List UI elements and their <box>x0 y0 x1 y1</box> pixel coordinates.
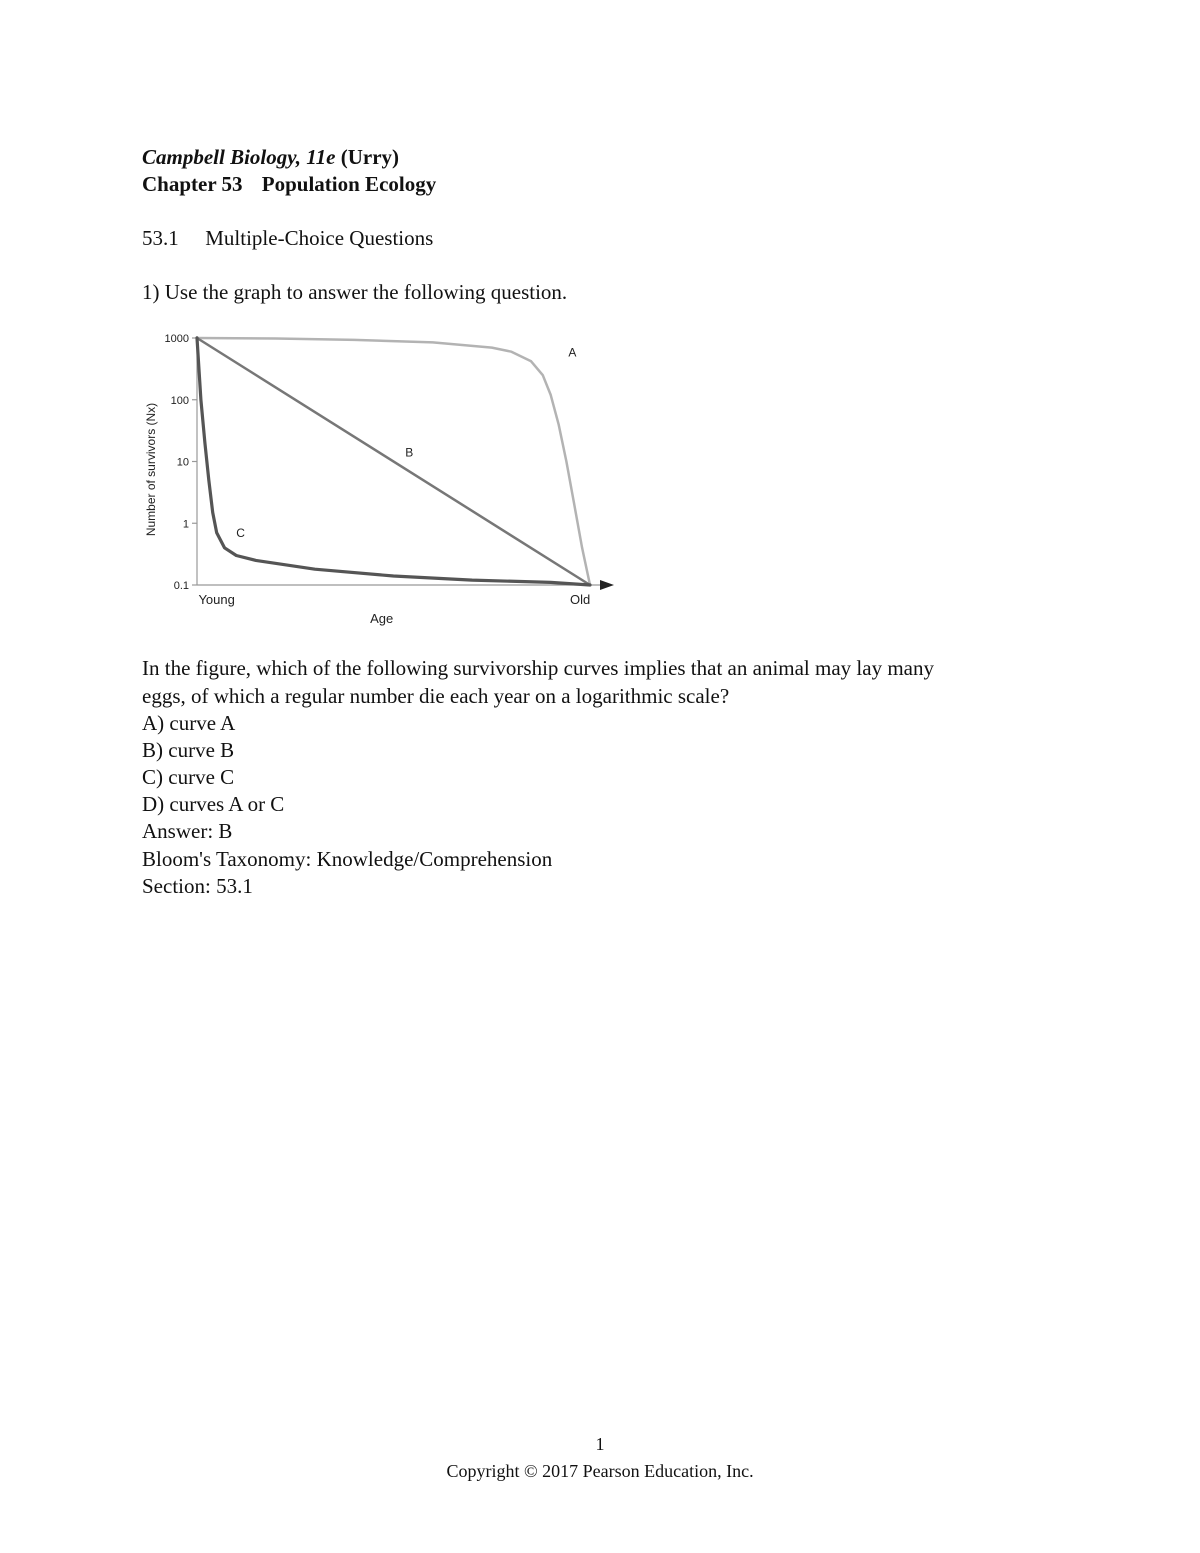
section-heading <box>142 225 433 251</box>
question-intro: 1) Use the graph to answer the following question. <box>142 280 568 304</box>
book-author: (Urry) <box>340 145 400 169</box>
option-b: B) curve B <box>142 738 235 762</box>
chapter-title: Population Ecology <box>261 172 437 196</box>
series-line-b <box>197 338 590 585</box>
x-tick-old: Old <box>570 592 591 607</box>
survivorship-chart <box>135 322 625 632</box>
y-tick-label: 10 <box>176 456 189 469</box>
chapter-heading <box>142 171 436 197</box>
curve-label-a: A <box>568 345 577 360</box>
x-tick-young: Young <box>198 592 235 607</box>
x-axis-arrow <box>600 580 614 590</box>
curve-label-b: B <box>405 445 414 460</box>
y-tick-label: 1 <box>182 518 189 531</box>
series-lines <box>197 338 590 585</box>
book-title-line <box>142 144 399 170</box>
option-c: C) curve C <box>142 765 235 789</box>
y-axis-label: Number of survivors (Nx) <box>144 402 158 537</box>
bloom-taxonomy-line: Bloom's Taxonomy: Knowledge/Comprehension <box>142 847 553 871</box>
page-number: 1 <box>595 1434 605 1454</box>
y-ticks <box>165 333 197 592</box>
curve-label-c: C <box>236 525 245 540</box>
answer-line: Answer: B <box>142 819 233 843</box>
book-title: Campbell Biology, 11e <box>142 145 336 169</box>
chart-svg <box>135 322 625 632</box>
section-reference-line: Section: 53.1 <box>142 874 253 898</box>
y-tick-label: 100 <box>170 394 189 407</box>
chapter-number: Chapter 53 <box>142 172 243 196</box>
question-stem-line-2: eggs, of which a regular number die each year on a logarithmic scale? <box>142 684 730 708</box>
x-axis-label: Age <box>370 611 394 626</box>
option-a: A) curve A <box>142 711 236 735</box>
y-tick-label: 0.1 <box>173 580 189 592</box>
option-d: D) curves A or C <box>142 792 285 816</box>
question-stem-line-1: In the figure, which of the following survivorship curves implies that an animal may lay many <box>142 656 934 680</box>
section-number: 53.1 <box>142 226 179 250</box>
copyright-notice: Copyright © 2017 Pearson Education, Inc. <box>446 1461 754 1481</box>
section-title: Multiple-Choice Questions <box>205 226 434 250</box>
y-tick-label: 1000 <box>164 333 189 345</box>
